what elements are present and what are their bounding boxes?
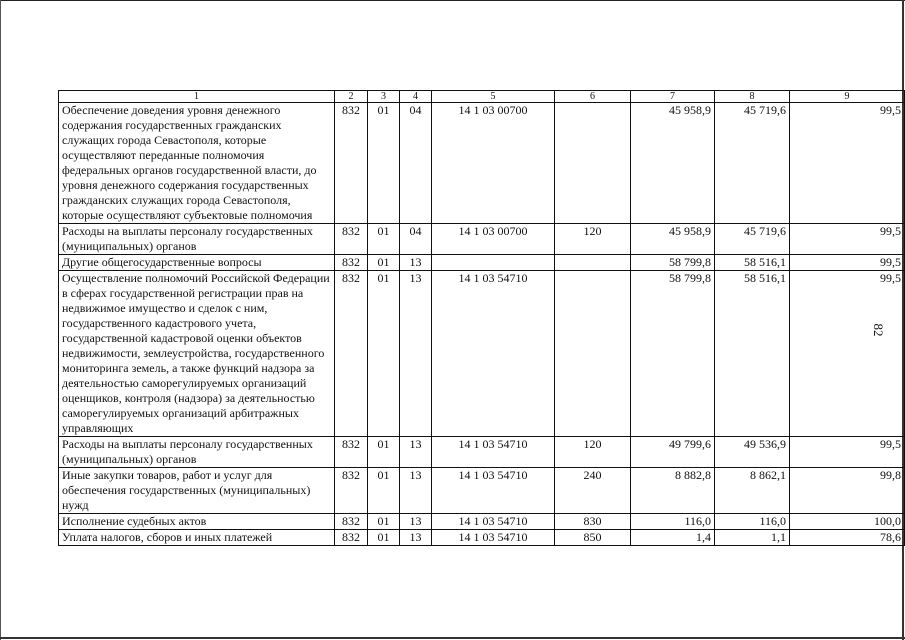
cell-col8: 45 719,6 <box>715 224 790 255</box>
header-cell: 9 <box>790 91 905 103</box>
cell-section: 01 <box>368 103 400 224</box>
cell-col8: 45 719,6 <box>715 103 790 224</box>
header-cell: 3 <box>368 91 400 103</box>
cell-gr-code: 832 <box>335 224 368 255</box>
cell-gr-code: 832 <box>335 255 368 271</box>
cell-col8: 8 862,1 <box>715 468 790 514</box>
cell-subsection: 13 <box>400 255 432 271</box>
header-cell: 7 <box>631 91 715 103</box>
cell-section: 01 <box>368 514 400 530</box>
cell-section: 01 <box>368 271 400 437</box>
cell-col7: 116,0 <box>631 514 715 530</box>
cell-col7: 45 958,9 <box>631 103 715 224</box>
cell-expense-type <box>555 103 631 224</box>
cell-target-article: 14 1 03 00700 <box>432 103 555 224</box>
cell-section: 01 <box>368 255 400 271</box>
cell-expense-type: 830 <box>555 514 631 530</box>
cell-gr-code: 832 <box>335 468 368 514</box>
cell-col9: 100,0 <box>790 514 905 530</box>
cell-col9: 78,6 <box>790 530 905 546</box>
cell-subsection: 04 <box>400 224 432 255</box>
cell-subsection: 13 <box>400 514 432 530</box>
cell-subsection: 13 <box>400 468 432 514</box>
page-frame-top <box>0 0 905 1</box>
cell-col9: 99,5 <box>790 224 905 255</box>
cell-col7: 58 799,8 <box>631 255 715 271</box>
row-name: Расходы на выплаты персоналу государственных (муниципальных) органов <box>59 437 335 468</box>
cell-col7: 1,4 <box>631 530 715 546</box>
cell-section: 01 <box>368 468 400 514</box>
row-name: Иные закупки товаров, работ и услуг для обеспечения государственных (муниципальных) нужд <box>59 468 335 514</box>
cell-subsection: 13 <box>400 271 432 437</box>
page-frame-left <box>0 0 1 640</box>
table-row <box>59 255 905 271</box>
cell-expense-type <box>555 271 631 437</box>
header-cell: 2 <box>335 91 368 103</box>
table-row <box>59 271 905 437</box>
cell-col9: 99,5 <box>790 103 905 224</box>
cell-col8: 116,0 <box>715 514 790 530</box>
cell-section: 01 <box>368 437 400 468</box>
table-row <box>59 530 905 546</box>
cell-section: 01 <box>368 530 400 546</box>
cell-expense-type: 850 <box>555 530 631 546</box>
cell-col9: 99,5 <box>790 437 905 468</box>
row-name: Исполнение судебных актов <box>59 514 335 530</box>
cell-gr-code: 832 <box>335 103 368 224</box>
cell-col8: 58 516,1 <box>715 271 790 437</box>
cell-target-article: 14 1 03 54710 <box>432 530 555 546</box>
cell-expense-type: 120 <box>555 437 631 468</box>
cell-gr-code: 832 <box>335 514 368 530</box>
cell-gr-code: 832 <box>335 271 368 437</box>
cell-target-article: 14 1 03 00700 <box>432 224 555 255</box>
row-name: Другие общегосударственные вопросы <box>59 255 335 271</box>
row-name: Обеспечение доведения уровня денежного содержания государственных гражданских служащих города Севастополя, которые осуществляют переданные полномочия федеральных органов государственной власти, до уровня денежного содержания государственных гражданских служащих города Севастополя, которые осуществляют субъектовые полномочия <box>59 103 335 224</box>
budget-table <box>58 90 905 546</box>
cell-target-article: 14 1 03 54710 <box>432 468 555 514</box>
cell-col9: 99,8 <box>790 468 905 514</box>
row-name: Расходы на выплаты персоналу государственных (муниципальных) органов <box>59 224 335 255</box>
cell-col7: 8 882,8 <box>631 468 715 514</box>
page-number: 82 <box>871 323 886 337</box>
cell-col8: 58 516,1 <box>715 255 790 271</box>
cell-subsection: 13 <box>400 437 432 468</box>
cell-expense-type: 120 <box>555 224 631 255</box>
cell-target-article: 14 1 03 54710 <box>432 437 555 468</box>
cell-gr-code: 832 <box>335 437 368 468</box>
header-row <box>59 91 905 103</box>
table-row <box>59 468 905 514</box>
cell-expense-type: 240 <box>555 468 631 514</box>
table-row <box>59 514 905 530</box>
cell-gr-code: 832 <box>335 530 368 546</box>
cell-col8: 49 536,9 <box>715 437 790 468</box>
row-name: Осуществление полномочий Российской Федерации в сферах государственной регистрации прав на недвижимое имущество и сделок с ним, государственного кадастрового учета, государственной кадастровой оценки объектов недвижимости, землеустройства, государственного мониторинга земель, а также функций надзора за деятельностью саморегулируемых организаций оценщиков, контроля (надзора) за деятельностью саморегулируемых организаций арбитражных управляющих <box>59 271 335 437</box>
header-cell: 6 <box>555 91 631 103</box>
cell-col7: 58 799,8 <box>631 271 715 437</box>
cell-expense-type <box>555 255 631 271</box>
row-name: Уплата налогов, сборов и иных платежей <box>59 530 335 546</box>
header-cell: 5 <box>432 91 555 103</box>
table-row <box>59 224 905 255</box>
cell-section: 01 <box>368 224 400 255</box>
cell-col8: 1,1 <box>715 530 790 546</box>
table-row <box>59 103 905 224</box>
cell-subsection: 04 <box>400 103 432 224</box>
header-cell: 4 <box>400 91 432 103</box>
cell-col7: 45 958,9 <box>631 224 715 255</box>
cell-col9: 99,5 <box>790 255 905 271</box>
header-cell: 8 <box>715 91 790 103</box>
cell-col7: 49 799,6 <box>631 437 715 468</box>
page-frame-bottom <box>0 637 905 639</box>
cell-col9: 99,5 <box>790 271 905 437</box>
cell-target-article: 14 1 03 54710 <box>432 514 555 530</box>
header-cell: 1 <box>59 91 335 103</box>
cell-subsection: 13 <box>400 530 432 546</box>
cell-target-article <box>432 255 555 271</box>
cell-target-article: 14 1 03 54710 <box>432 271 555 437</box>
table-row <box>59 437 905 468</box>
